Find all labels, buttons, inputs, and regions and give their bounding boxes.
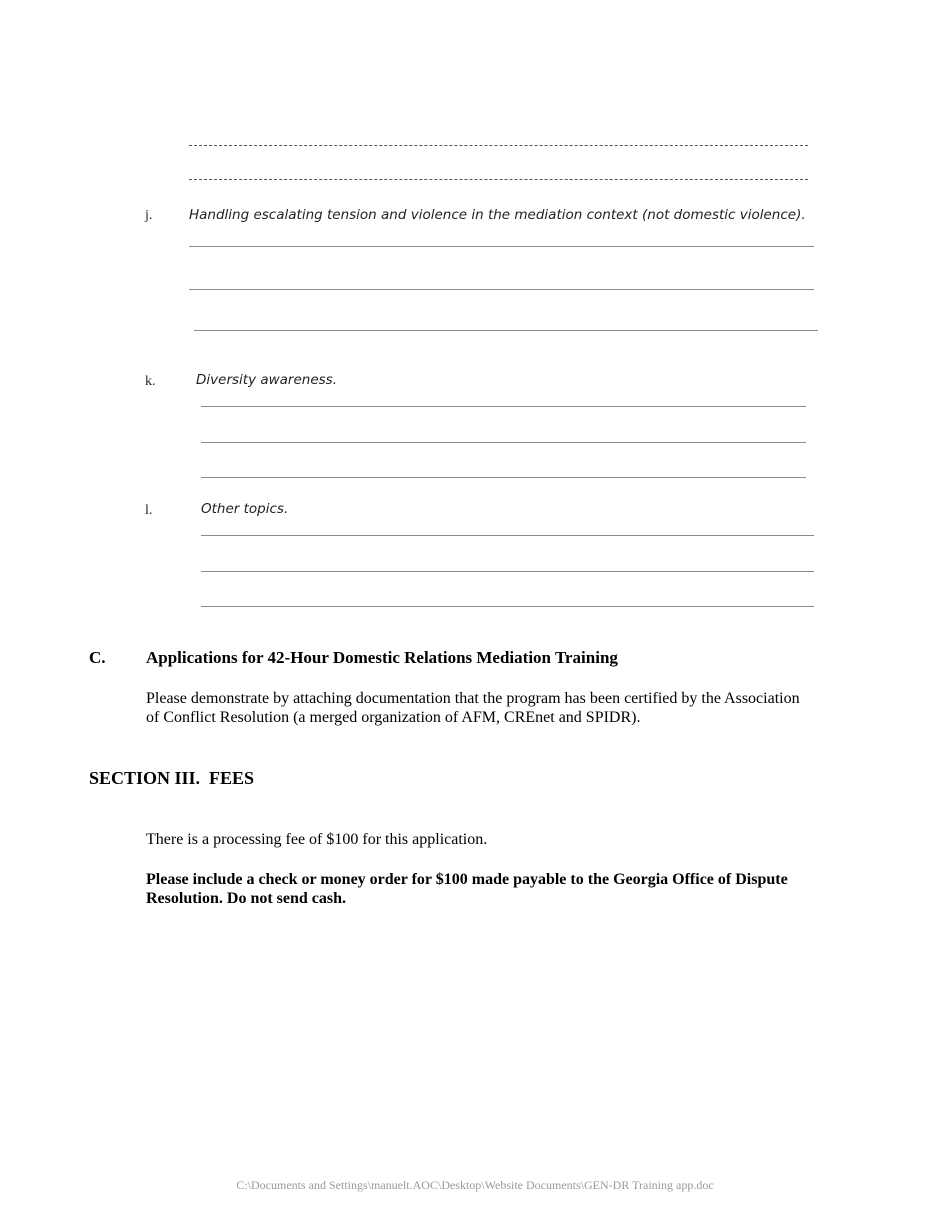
section-c-label: C. [89, 648, 106, 667]
item-j-topic: Handling escalating tension and violence in the mediation context (not domestic violence). [189, 207, 806, 223]
answer-line[interactable] [189, 289, 814, 290]
item-l-letter: l. [145, 503, 153, 518]
item-k-letter: k. [145, 374, 156, 389]
dashed-answer-line [189, 179, 808, 180]
fee-text: There is a processing fee of $100 for this application. [146, 831, 488, 848]
payment-instructions-line: Resolution. Do not send cash. [146, 890, 347, 907]
document-path-footer: C:\Documents and Settings\manuelt.AOC\Desktop\Website Documents\GEN-DR Training app.doc [236, 1178, 714, 1192]
section-c-body-line: of Conflict Resolution (a merged organization of AFM, CREnet and SPIDR). [146, 709, 641, 726]
answer-line[interactable] [201, 571, 814, 572]
answer-line[interactable] [201, 406, 806, 407]
section-c-body [146, 689, 800, 727]
payment-instructions [146, 870, 788, 908]
answer-line[interactable] [201, 442, 806, 443]
item-j-letter: j. [145, 208, 153, 223]
payment-instructions-line: Please include a check or money order for $100 made payable to the Georgia Office of Dispute [146, 871, 788, 888]
answer-line[interactable] [201, 477, 806, 478]
dashed-answer-line [189, 145, 808, 146]
answer-line[interactable] [189, 246, 814, 247]
item-l-topic: Other topics. [201, 501, 289, 517]
answer-line[interactable] [201, 606, 814, 607]
section-c-title: Applications for 42-Hour Domestic Relations Mediation Training [146, 648, 618, 667]
item-k-topic: Diversity awareness. [196, 372, 338, 388]
section-c-body-line: Please demonstrate by attaching documentation that the program has been certified by the Association [146, 690, 800, 707]
answer-line[interactable] [201, 535, 814, 536]
section-iii-title: SECTION III. FEES [89, 768, 255, 788]
answer-line[interactable] [194, 330, 818, 331]
